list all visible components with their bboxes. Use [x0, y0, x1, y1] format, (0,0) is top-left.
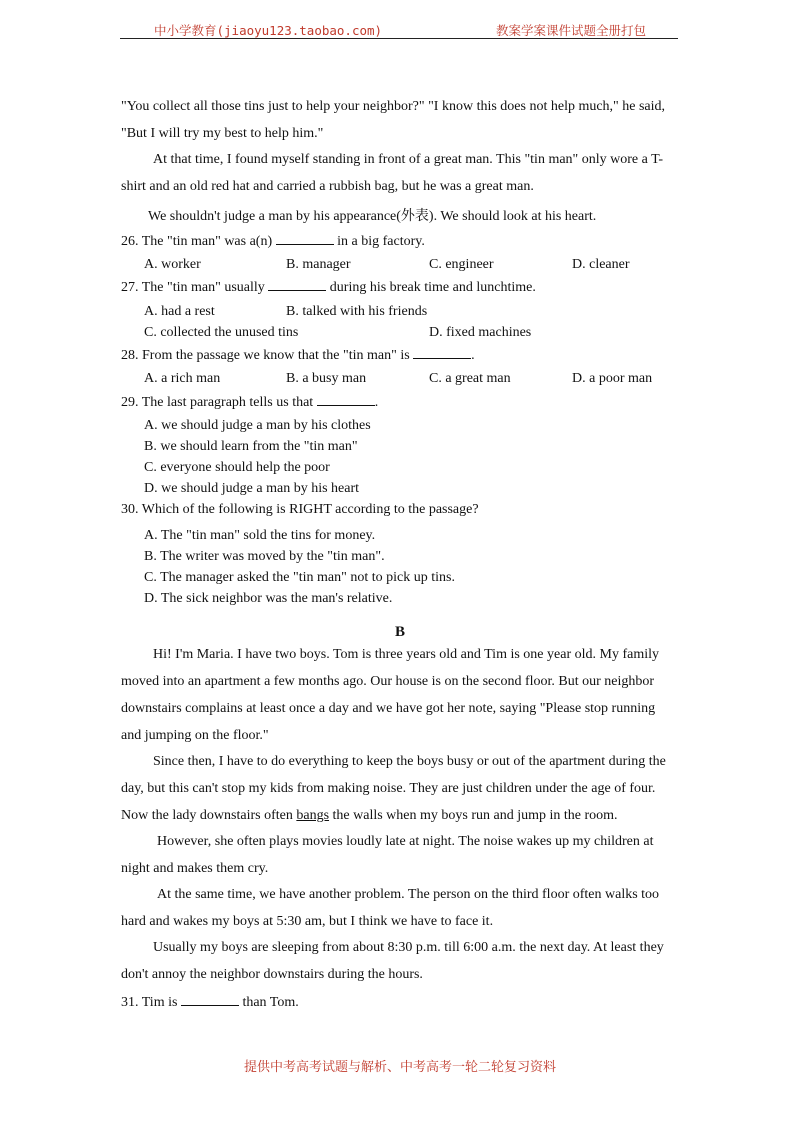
question-31: [121, 993, 299, 1011]
question-27: [121, 278, 536, 296]
passage-line: day, but this can't stop my kids from making noise. They are just children under the age of four.: [121, 781, 656, 796]
passage-line: Usually my boys are sleeping from about 8:30 p.m. till 6:00 a.m. the next day. At least they: [153, 940, 664, 955]
answer-blank: [181, 993, 239, 1006]
question-30: 30. Which of the following is RIGHT according to the passage?: [121, 502, 479, 517]
passage-line: and jumping on the floor.": [121, 728, 269, 743]
passage-text: the walls when my boys run and jump in the room.: [329, 808, 618, 823]
question-stem: 29. The last paragraph tells us that: [121, 395, 317, 410]
section-heading: B: [394, 624, 405, 640]
question-stem: during his break time and lunchtime.: [326, 280, 536, 295]
option-d: D. a poor man: [572, 371, 653, 386]
option-b: B. manager: [286, 257, 351, 272]
question-26: [121, 232, 425, 250]
underlined-word: bangs: [296, 808, 330, 823]
passage-line: Since then, I have to do everything to keep the boys busy or out of the apartment during the: [153, 754, 666, 769]
answer-blank: [276, 232, 334, 245]
question-28: [121, 346, 475, 364]
option-c: C. collected the unused tins: [144, 325, 299, 340]
option-c: C. a great man: [429, 371, 511, 386]
question-stem: 27. The "tin man" usually: [121, 280, 269, 295]
question-stem: 31. Tim is: [121, 995, 181, 1010]
header-source-link: 中小学教育(jiaoyu123.taobao.com): [154, 23, 383, 38]
question-stem: .: [471, 348, 475, 363]
passage-line: downstairs complains at least once a day and we have got her note, saying "Please stop running: [121, 701, 656, 716]
option-a: A. we should judge a man by his clothes: [144, 418, 371, 433]
passage-text: Now the lady downstairs often: [121, 808, 297, 823]
option-a: A. worker: [144, 257, 201, 272]
option-d: D. we should judge a man by his heart: [144, 481, 360, 496]
question-stem: 26. The "tin man" was a(n): [121, 234, 276, 249]
passage-line: We shouldn't judge a man by his appearance(外表). We should look at his heart.: [148, 209, 597, 224]
option-a: A. had a rest: [144, 304, 215, 319]
passage-line: [121, 808, 618, 824]
passage-line: "But I will try my best to help him.": [121, 126, 324, 141]
answer-blank: [268, 278, 326, 291]
answer-blank: [317, 393, 375, 406]
passage-line: hard and wakes my boys at 5:30 am, but I think we have to face it.: [121, 914, 494, 929]
option-c: C. engineer: [429, 257, 494, 272]
question-stem: 28. From the passage we know that the "tin man" is: [121, 348, 414, 363]
answer-blank: [413, 346, 471, 359]
option-a: A. a rich man: [144, 371, 221, 386]
option-b: B. a busy man: [286, 371, 367, 386]
page-footer: 提供中考高考试题与解析、中考高考一轮二轮复习资料: [243, 1060, 556, 1075]
option-b: B. talked with his friends: [286, 304, 428, 319]
passage-line: "You collect all those tins just to help your neighbor?" "I know this does not help much," he said,: [121, 99, 666, 114]
passage-line: However, she often plays movies loudly late at night. The noise wakes up my children at: [157, 834, 654, 849]
question-stem: than Tom.: [238, 995, 299, 1010]
question-stem: .: [374, 395, 379, 410]
question-29: [121, 393, 378, 411]
passage-line: night and makes them cry.: [121, 861, 269, 876]
option-d: D. fixed machines: [429, 325, 532, 340]
question-stem: in a big factory.: [333, 234, 425, 249]
header-title: 教案学案课件试题全册打包: [495, 23, 646, 38]
passage-line: Hi! I'm Maria. I have two boys. Tom is three years old and Tim is one year old. My family: [153, 647, 659, 662]
passage-line: shirt and an old red hat and carried a rubbish bag, but he was a great man.: [121, 179, 534, 194]
passage-line: At that time, I found myself standing in front of a great man. This "tin man" only wore a T-: [153, 152, 664, 167]
option-b: B. The writer was moved by the "tin man".: [144, 549, 385, 564]
option-d: D. cleaner: [572, 257, 630, 272]
option-c: C. everyone should help the poor: [144, 460, 330, 475]
option-d: D. The sick neighbor was the man's relative.: [144, 591, 393, 606]
page-header: [120, 20, 678, 39]
option-b: B. we should learn from the "tin man": [144, 439, 358, 454]
passage-line: moved into an apartment a few months ago. Our house is on the second floor. But our neighbor: [121, 674, 655, 689]
passage-line: At the same time, we have another problem. The person on the third floor often walks too: [157, 887, 660, 902]
passage-line: don't annoy the neighbor downstairs during the hours.: [121, 967, 423, 982]
option-a: A. The "tin man" sold the tins for money.: [144, 528, 376, 543]
option-c: C. The manager asked the "tin man" not to pick up tins.: [144, 570, 455, 585]
